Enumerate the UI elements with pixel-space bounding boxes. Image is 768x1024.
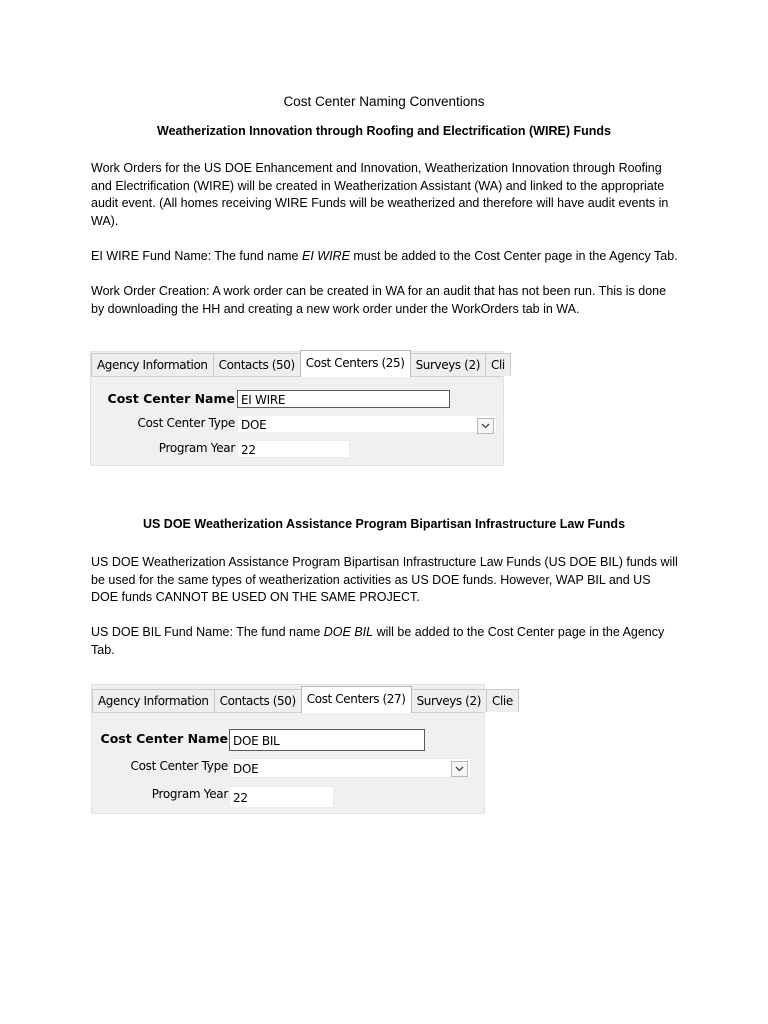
tab-clients[interactable]: Cli	[485, 353, 511, 376]
cost-center-name-label: Cost Center Name	[100, 731, 228, 746]
text: will be added to the Cost Center page in the Agency Tab.	[91, 625, 665, 657]
cost-center-name-input[interactable]: DOE BIL	[229, 729, 425, 751]
tab-agency-information[interactable]: Agency Information	[91, 353, 214, 376]
program-year-row	[92, 786, 484, 808]
cost-center-type-row	[91, 415, 503, 435]
cost-center-name-row	[91, 390, 503, 410]
section1-paragraph-3: Work Order Creation: A work order can be created in WA for an audit that has not been run. This is done by downloading the HH and creating a new work order under the WorkOrders tab in WA.	[91, 284, 667, 316]
section2-heading: US DOE Weatherization Assistance Program Bipartisan Infrastructure Law Funds	[142, 517, 626, 531]
cost-center-name-label: Cost Center Name	[107, 391, 235, 406]
tab-bar	[91, 352, 503, 377]
text: EI WIRE Fund Name: The fund name	[91, 249, 302, 263]
tab-surveys[interactable]: Surveys (2)	[410, 353, 486, 376]
tab-bar	[92, 685, 513, 713]
chevron-down-icon	[481, 423, 490, 429]
chevron-down-icon	[455, 766, 464, 772]
tab-contacts[interactable]: Contacts (50)	[214, 689, 302, 712]
cost-center-type-select[interactable]: DOE	[237, 415, 497, 433]
program-year-row	[91, 440, 503, 460]
section1-paragraph-2	[91, 248, 681, 266]
tab-surveys[interactable]: Surveys (2)	[411, 689, 487, 712]
dropdown-button[interactable]	[477, 418, 494, 434]
program-year-label: Program Year	[158, 441, 235, 455]
program-year-input[interactable]: 22	[237, 440, 350, 458]
tab-cost-centers[interactable]: Cost Centers (25)	[300, 350, 411, 377]
cost-center-screenshot-1	[90, 351, 504, 466]
fund-name-emphasis: EI WIRE	[301, 249, 350, 263]
dropdown-button[interactable]	[451, 761, 468, 777]
text: must be added to the Cost Center page in the Agency Tab.	[349, 249, 678, 263]
program-year-label: Program Year	[151, 787, 228, 801]
tab-agency-information[interactable]: Agency Information	[92, 689, 215, 712]
tab-clients[interactable]: Clie	[486, 689, 519, 712]
tab-cost-centers[interactable]: Cost Centers (27)	[301, 686, 412, 713]
section2-paragraph-2	[91, 624, 681, 659]
cost-center-type-label: Cost Center Type	[130, 759, 228, 773]
cost-center-type-select[interactable]: DOE	[229, 758, 471, 778]
cost-center-type-label: Cost Center Type	[137, 416, 235, 430]
tab-contacts[interactable]: Contacts (50)	[213, 353, 301, 376]
cost-center-name-row	[92, 729, 484, 751]
fund-name-emphasis: DOE BIL	[323, 625, 374, 639]
section2-paragraph-1: US DOE Weatherization Assistance Program Bipartisan Infrastructure Law Funds (US DOE BIL) funds will be used for the same types of weatherization activities as US DOE funds. However, WAP BIL and US DOE funds CANNOT BE USED ON THE SAME PROJECT.	[91, 555, 678, 604]
document-title: Cost Center Naming Conventions	[283, 94, 485, 109]
section1-heading: Weatherization Innovation through Roofing and Electrification (WIRE) Funds	[157, 124, 611, 138]
text: US DOE BIL Fund Name: The fund name	[91, 625, 324, 639]
cost-center-name-input[interactable]: EI WIRE	[237, 390, 450, 408]
section1-paragraph-1: Work Orders for the US DOE Enhancement and Innovation, Weatherization Innovation through Roofing and Electrification (WIRE) will be created in Weatherization Assistant (WA) and linked to the appropriate audit event. (All homes receiving WIRE Funds will be weatherized and therefore will have audit events in WA).	[91, 161, 669, 228]
program-year-input[interactable]: 22	[229, 786, 334, 808]
cost-center-screenshot-2	[91, 684, 513, 814]
cost-center-type-row	[92, 758, 484, 778]
